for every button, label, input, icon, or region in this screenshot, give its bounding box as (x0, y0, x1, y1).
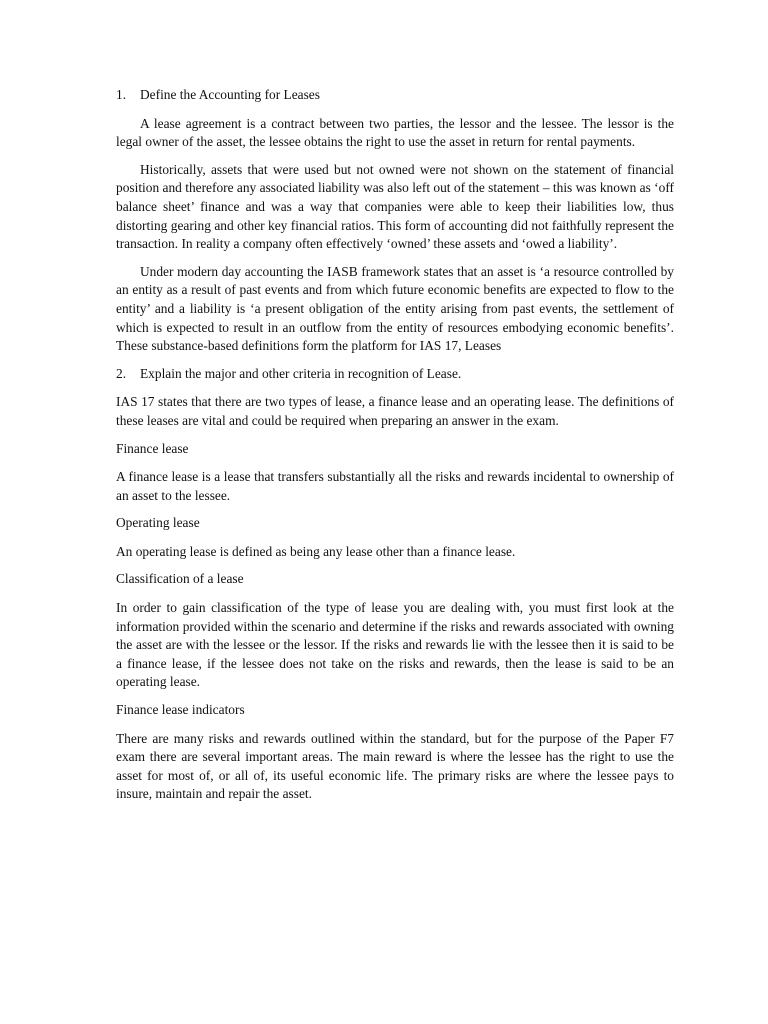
operating-lease-heading: Operating lease (116, 515, 200, 531)
section-1-heading (116, 86, 674, 105)
section-1-paragraph-1: A lease agreement is a contract between two parties, the lessor and the lessee. The lessor is the legal owner of the asset, the lessee obtains the right to use the asset in return for rental payments. (116, 115, 674, 150)
finance-lease-indicators-text: There are many risks and rewards outlined within the standard, but for the purpose of the Paper F7 exam there are several important areas. The main reward is where the lessee has the right to use the asset for most of, or all of, its useful economic life. The primary risks are where the lessee pays to insure, maintain and repair the asset. (116, 730, 674, 802)
section-2-intro: IAS 17 states that there are two types of lease, a finance lease and an operating lease. The definitions of these leases are vital and could be required when preparing an answer in the exam. (116, 394, 674, 428)
classification-heading: Classification of a lease (116, 571, 244, 587)
section-1-title: Define the Accounting for Leases (140, 87, 320, 102)
operating-lease-text: An operating lease is defined as being any lease other than a finance lease. (116, 543, 516, 559)
finance-lease-indicators-heading: Finance lease indicators (116, 702, 245, 718)
section-1-number: 1. (116, 87, 127, 102)
classification-text: In order to gain classification of the type of lease you are dealing with, you must first look at the information provided within the scenario and determine if the risks and rewards associated with owning the asset are with the lessee or the lessor. If the risks and rewards lie with the lessee then it is said to be a finance lease, if the lessee does not take on the risks and rewards, then the lease is said to be an operating lease. (116, 600, 674, 690)
document-page (116, 86, 674, 813)
section-2-title: Explain the major and other criteria in recognition of Lease. (140, 365, 462, 381)
section-2-number: 2. (116, 365, 127, 381)
finance-lease-text: A finance lease is a lease that transfers substantially all the risks and rewards incidental to ownership of an asset to the lessee. (116, 469, 674, 503)
section-2-heading (116, 365, 674, 384)
finance-lease-heading: Finance lease (116, 440, 189, 456)
section-1-paragraph-2: Historically, assets that were used but not owned were not shown on the statement of financial position and therefore any associated liability was also left out of the statement – this was known as ‘off balance sheet’ finance and was a way that companies were able to keep their liabilities low, thus distorting gearing and other key financial ratios. This form of accounting did not faithfully represent the transaction. In reality a company often effectively ‘owned’ these assets and ‘owed a liability’. (116, 161, 674, 252)
section-1-paragraph-3: Under modern day accounting the IASB framework states that an asset is ‘a resource controlled by an entity as a result of past events and from which future economic benefits are expected to flow to the entity’ and a liability is ‘a present obligation of the entity arising from past events, the settlement of which is expected to result in an outflow from the entity of resources embodying economic benefits’. These substance-based definitions form the platform for IAS 17, Leases (116, 263, 674, 354)
